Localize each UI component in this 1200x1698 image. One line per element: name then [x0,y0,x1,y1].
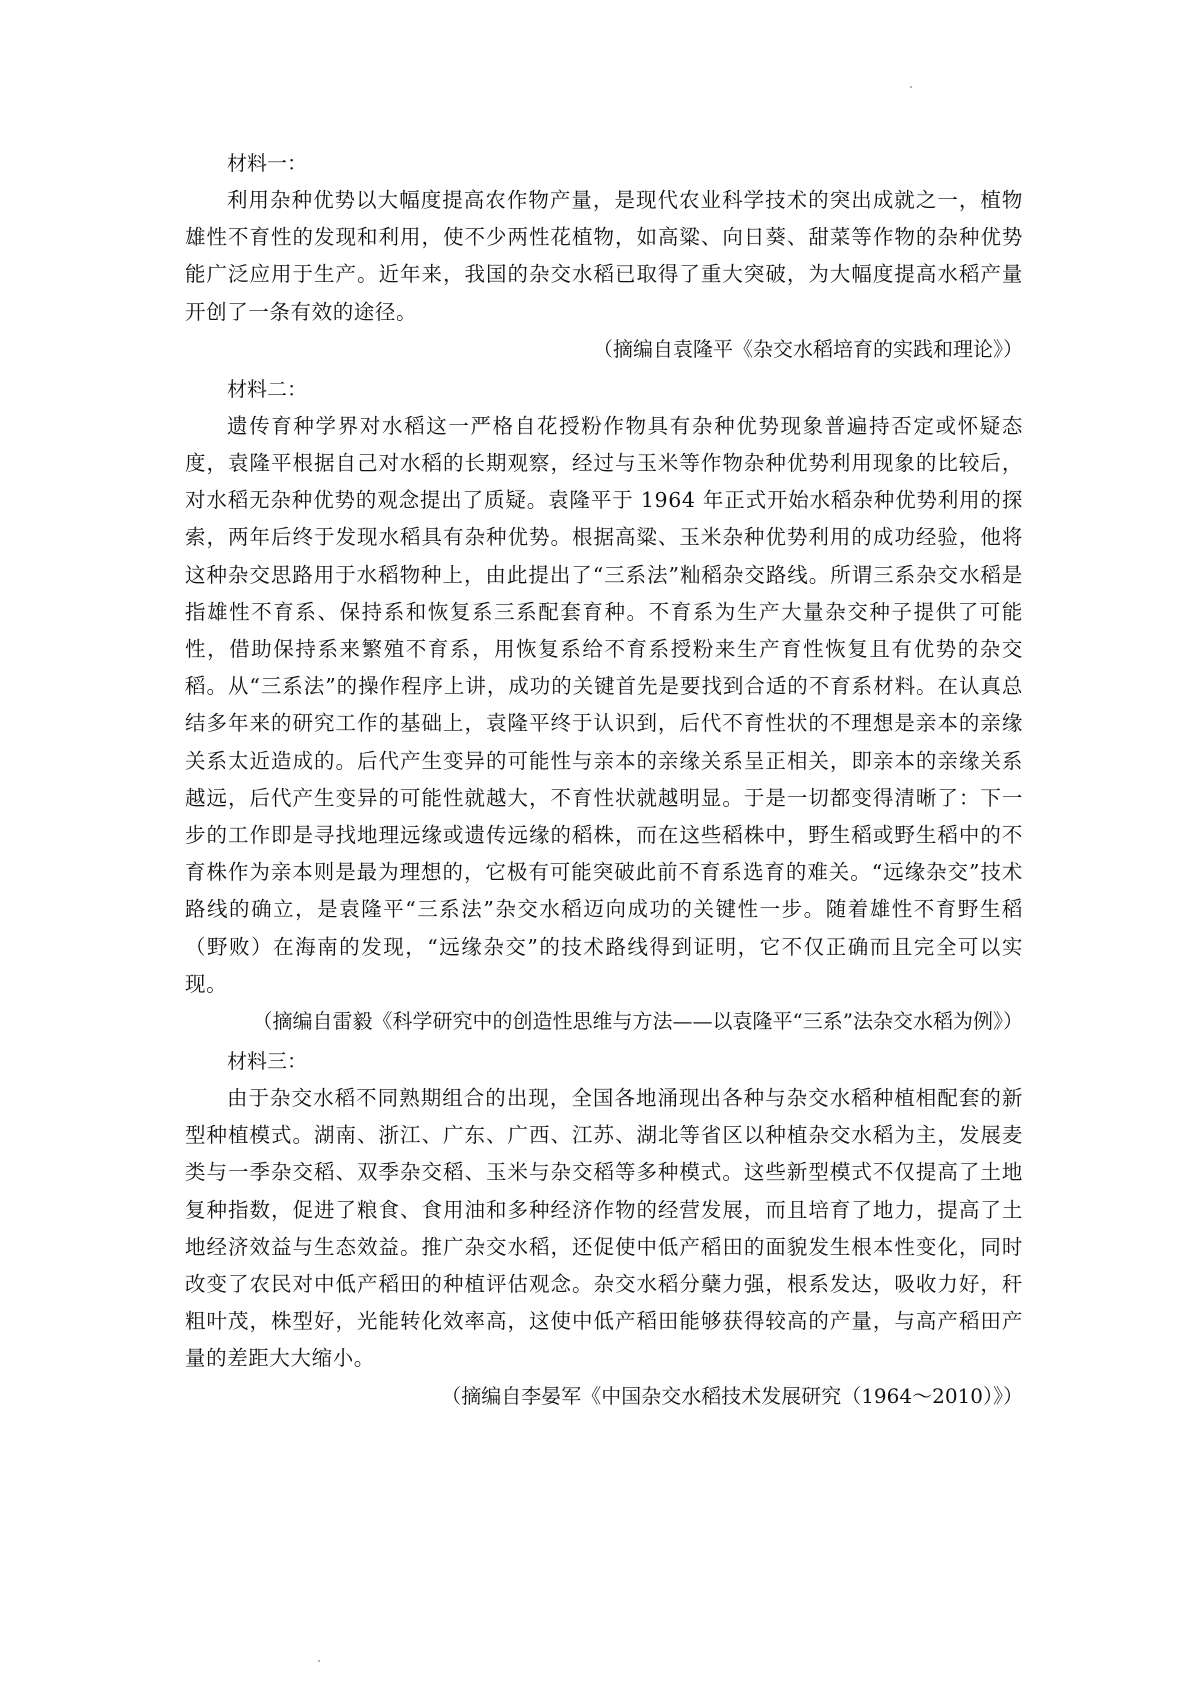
document-body [185,145,1023,1418]
material-three [185,1043,1023,1415]
material-one [185,145,1023,368]
scan-speck [318,1660,320,1662]
material-three-title: 材料三： [227,1049,307,1074]
material-three-source: （摘编自李晏军《中国杂交水稻技术发展研究（1964～2010）》） [441,1383,1023,1408]
material-three-paragraph: 由于杂交水稻不同熟期组合的出现，全国各地涌现出各种与杂交水稻种植相配套的新型种植模式。湖南、浙江、广东、广西、江苏、湖北等省区以种植杂交水稻为主，发展麦类与一季杂交稻、双季杂交稻、玉米与杂交稻等多种模式。这些新型模式不仅提高了土地复种指数，促进了粮食、食用油和多种经济作物的经营发展，而且培育了地力，提高了土地经济效益与生态效益。推广杂交水稻，还促使中低产稻田的面貌发生根本性变化，同时改变了农民对中低产稻田的种植评估观念。杂交水稻分蘖力强，根系发达，吸收力好，秆粗叶茂，株型好，光能转化效率高，这使中低产稻田能够获得较高的产量，与高产稻田产量的差距大大缩小。 [185,1086,1023,1371]
material-one-paragraph: 利用杂种优势以大幅度提高农作物产量，是现代农业科学技术的突出成就之一，植物雄性不育性的发现和利用，使不少两性花植物，如高粱、向日葵、甜菜等作物的杂种优势能广泛应用于生产。近年来，我国的杂交水稻已取得了重大突破，为大幅度提高水稻产量开创了一条有效的途径。 [185,188,1023,324]
material-two [185,371,1023,1040]
material-two-title: 材料二： [227,376,307,401]
material-one-title: 材料一： [227,151,307,175]
scan-speck [910,86,912,88]
material-two-paragraph: 遗传育种学界对水稻这一严格自花授粉作物具有杂种优势现象普遍持否定或怀疑态度，袁隆平根据自己对水稻的长期观察，经过与玉米等作物杂种优势利用现象的比较后，对水稻无杂种优势的观念提出了质疑。袁隆平于 1964 年正式开始水稻杂种优势利用的探索，两年后终于发现水稻具有杂种优势。根据高粱、玉米杂种优势利用的成功经验，他将这种杂交思路用于水稻物种上，由此提出了“三系法”籼稻杂交路线。所谓三系杂交水稻是指雄性不育系、保持系和恢复系三系配套育种。不育系为生产大量杂交种子提供了可能性，借助保持系来繁殖不育系，用恢复系给不育系授粉来生产育性恢复且有优势的杂交稻。从“三系法”的操作程序上讲，成功的关键首先是要找到合适的不育系材料。在认真总结多年来的研究工作的基础上，袁隆平终于认识到，后代不育性状的不理想是亲本的亲缘关系太近造成的。后代产生变异的可能性与亲本的亲缘关系呈正相关，即亲本的亲缘关系越远，后代产生变异的可能性就越大，不育性状就越明显。于是一切都变得清晰了：下一步的工作即是寻找地理远缘或遗传远缘的稻株，而在这些稻株中，野生稻或野生稻中的不育株作为亲本则是最为理想的，它极有可能突破此前不育系选育的难关。“远缘杂交”技术路线的确立，是袁隆平“三系法”杂交水稻迈向成功的关键性一步。随着雄性不育野生稻（野败）在海南的发现，“远缘杂交”的技术路线得到证明，它不仅正确而且完全可以实现。 [185,413,1023,996]
material-two-source: （摘编自雷毅《科学研究中的创造性思维与方法——以袁隆平“三系”法杂交水稻为例》） [252,1009,1023,1034]
material-one-source: （摘编自袁隆平《杂交水稻培育的实践和理论》） [593,336,1023,361]
